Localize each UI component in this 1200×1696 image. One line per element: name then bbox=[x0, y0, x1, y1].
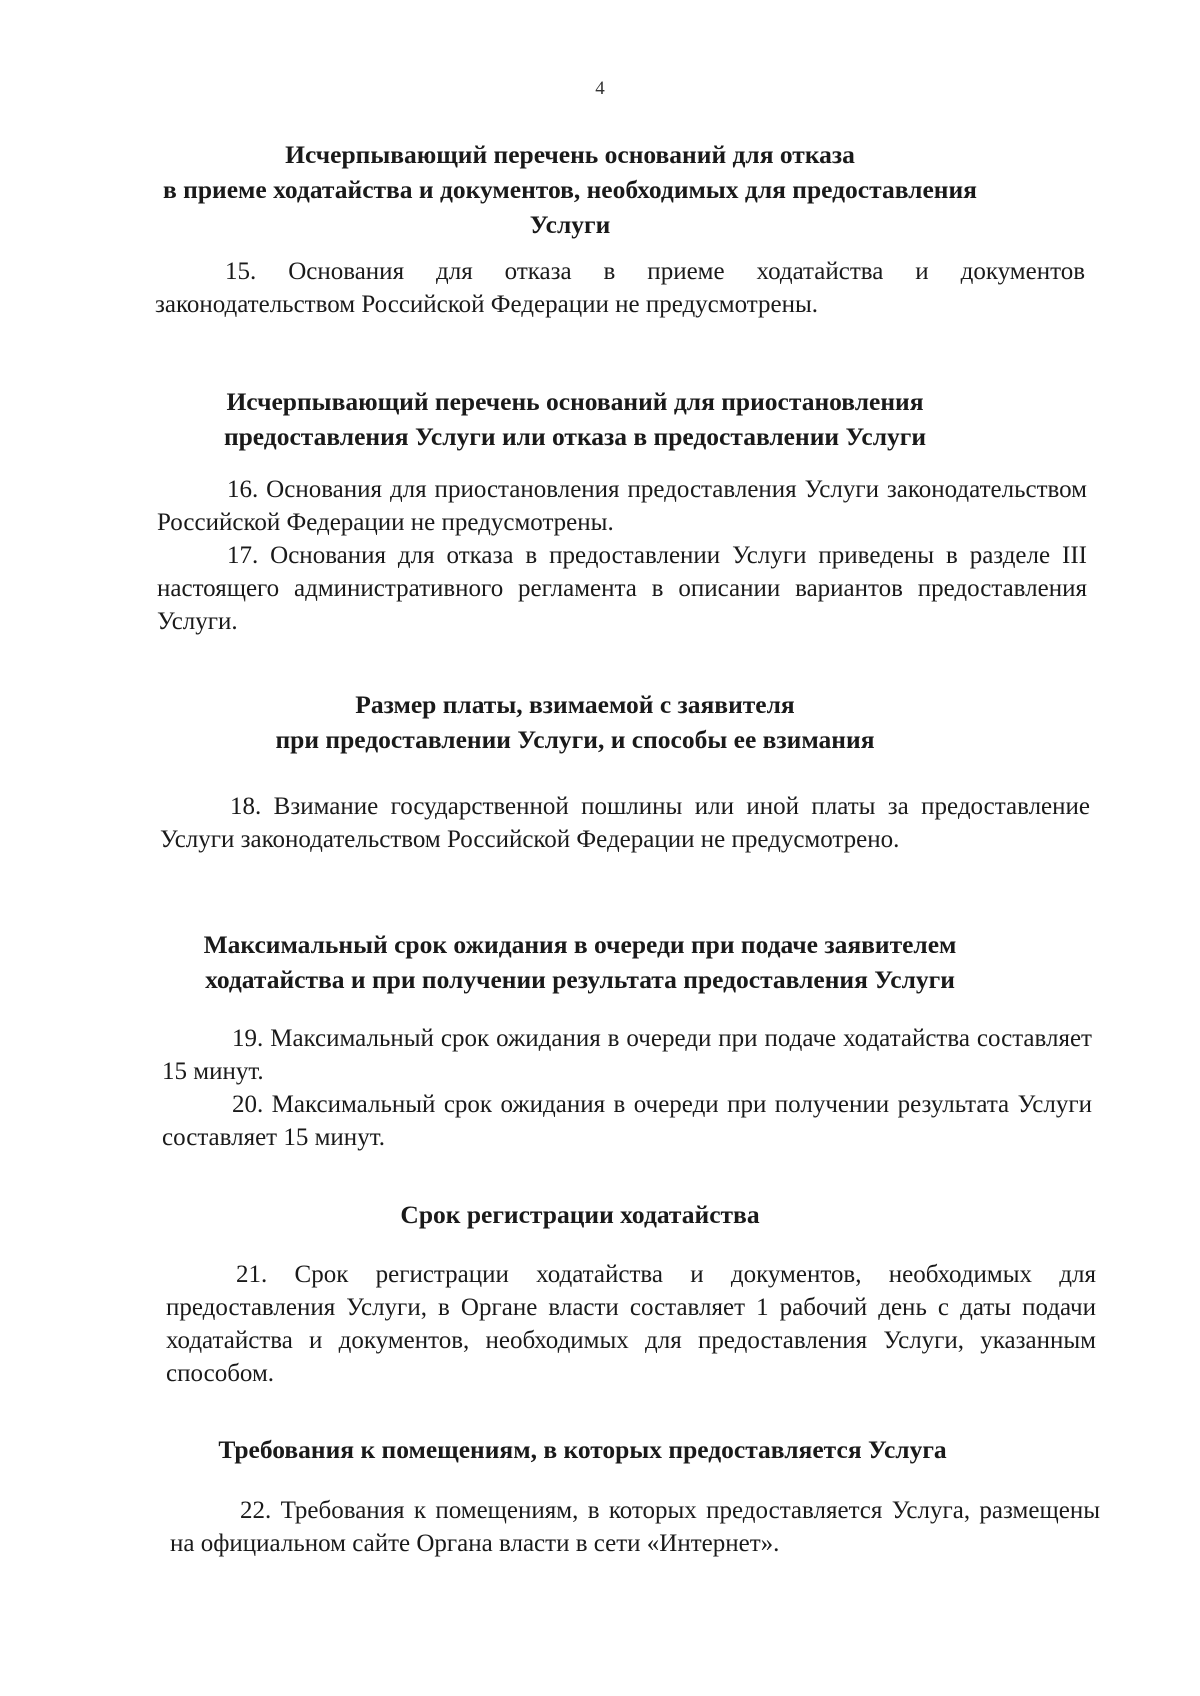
paragraph-22 bbox=[170, 1494, 1100, 1560]
paragraph-text: 21. Срок регистрации ходатайства и документов, необходимых для предоставления Услуги, в Органе власти составляет 1 рабочий день с даты подачи ходатайства и документов, необходимых для предоставления Услуги, указанным способом. bbox=[166, 1261, 1096, 1387]
heading-line: предоставления Услуги или отказа в предоставлении Услуги bbox=[223, 422, 927, 451]
heading-line: Срок регистрации ходатайства bbox=[400, 1200, 760, 1229]
heading-line: Требования к помещениям, в которых предоставляется Услуга bbox=[218, 1435, 947, 1464]
paragraph-text: 15. Основания для отказа в приеме ходатайства и документов законодательством Российской Федерации не предусмотрены. bbox=[155, 258, 1085, 318]
paragraph-text: 16. Основания для приостановления предоставления Услуги законодательством Российской Федерации не предусмотрены. bbox=[157, 476, 1087, 536]
paragraph-15 bbox=[155, 255, 1085, 321]
heading-line: Услуги bbox=[529, 210, 611, 239]
paragraph-19 bbox=[162, 1022, 1092, 1088]
section-heading-refusal-acceptance bbox=[0, 137, 1140, 242]
paragraph-text: 20. Максимальный срок ожидания в очереди при получении результата Услуги составляет 15 минут. bbox=[162, 1091, 1092, 1151]
paragraph-16 bbox=[157, 473, 1087, 539]
heading-line: при предоставлении Услуги, и способы ее взимания bbox=[275, 725, 875, 754]
paragraph-20 bbox=[162, 1088, 1092, 1154]
heading-line: в приеме ходатайства и документов, необходимых для предоставления bbox=[163, 175, 977, 204]
heading-line: Размер платы, взимаемой с заявителя bbox=[355, 690, 795, 719]
paragraph-text: 19. Максимальный срок ожидания в очереди при подаче ходатайства составляет 15 минут. bbox=[162, 1025, 1092, 1085]
paragraph-text: 17. Основания для отказа в предоставлении Услуги приведены в разделе III настоящего административного регламента в описании вариантов предоставления Услуги. bbox=[157, 542, 1087, 635]
paragraph-17 bbox=[157, 539, 1087, 638]
section-heading-premises bbox=[0, 1432, 1165, 1467]
paragraph-text: 22. Требования к помещениям, в которых предоставляется Услуга, размещены на официальном сайте Органа власти в сети «Интернет». bbox=[170, 1497, 1100, 1557]
paragraph-21 bbox=[166, 1258, 1096, 1390]
section-heading-suspension bbox=[0, 384, 1150, 454]
page-number: 4 bbox=[595, 78, 605, 99]
heading-line: Максимальный срок ожидания в очереди при подаче заявителем bbox=[203, 930, 957, 959]
paragraph-text: 18. Взимание государственной пошлины или иной платы за предоставление Услуги законодательством Российской Федерации не предусмотрено. bbox=[160, 793, 1090, 853]
heading-line: Исчерпывающий перечень оснований для приостановления bbox=[226, 387, 924, 416]
paragraph-18 bbox=[160, 790, 1090, 856]
heading-line: ходатайства и при получении результата предоставления Услуги bbox=[205, 965, 955, 994]
section-heading-registration bbox=[0, 1197, 1160, 1232]
heading-line: Исчерпывающий перечень оснований для отказа bbox=[285, 140, 855, 169]
section-heading-fee bbox=[0, 687, 1150, 757]
section-heading-queue-time bbox=[0, 927, 1160, 997]
